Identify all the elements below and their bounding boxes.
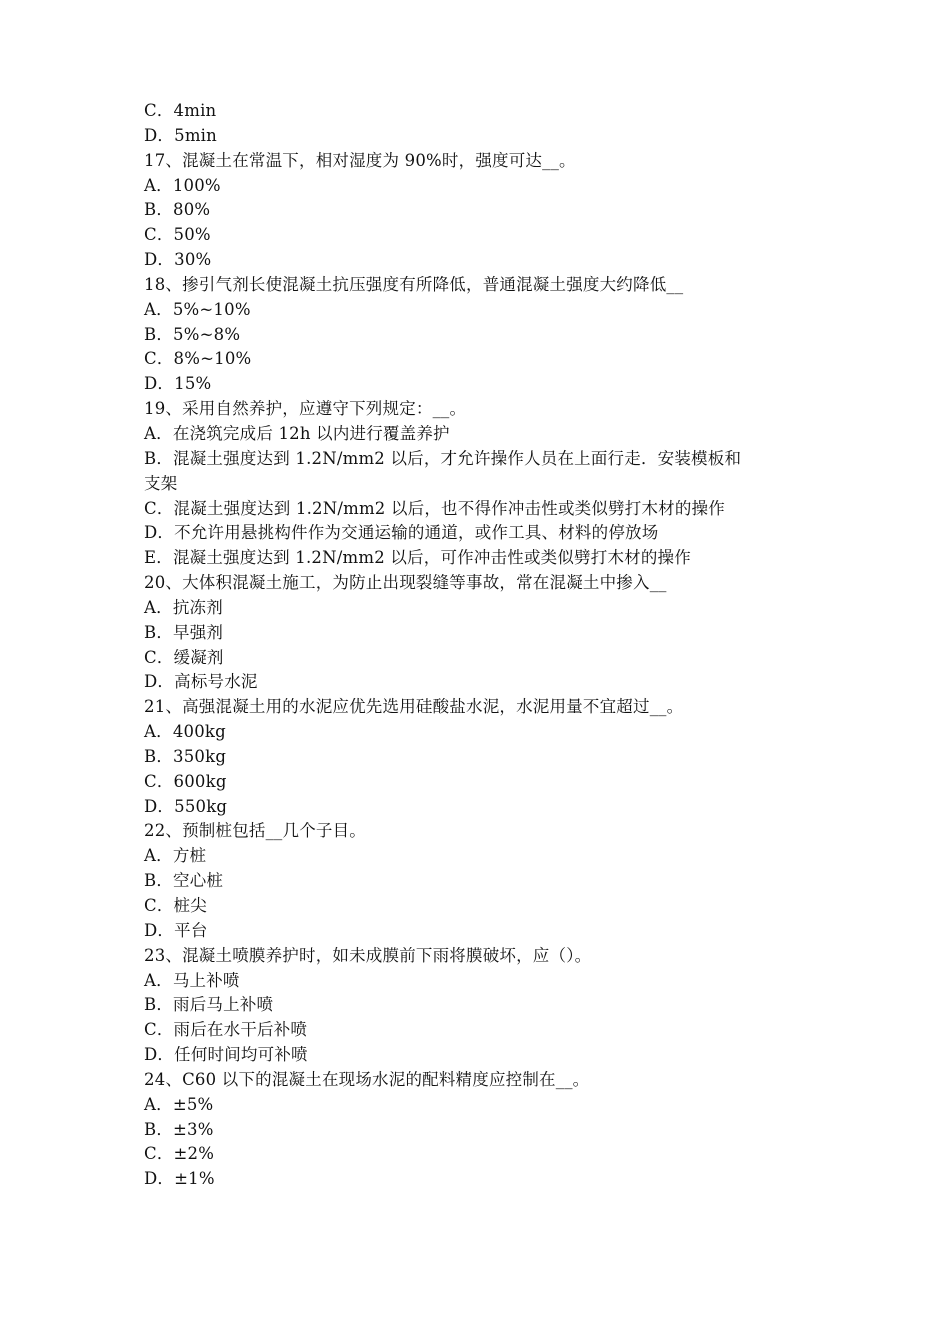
option-line: C．雨后在水干后补喷 <box>144 1020 308 1040</box>
option-line: C．缓凝剂 <box>144 647 224 667</box>
option-line-continued: 支架 <box>144 473 178 493</box>
option-line: D．高标号水泥 <box>144 672 258 692</box>
option-line: A．5%~10% <box>144 299 251 319</box>
question-20: 20、大体积混凝土施工，为防止出现裂缝等事故，常在混凝土中掺入__ <box>144 573 667 593</box>
question-21: 21、高强混凝土用的水泥应优先选用硅酸盐水泥，水泥用量不宜超过__。 <box>144 697 684 717</box>
option-line: A．在浇筑完成后 12h 以内进行覆盖养护 <box>144 423 450 443</box>
option-line: A．抗冻剂 <box>144 597 223 617</box>
option-line: D．30% <box>144 250 212 270</box>
option-line: A．400kg <box>144 722 226 742</box>
option-line: D．550kg <box>144 796 228 816</box>
option-line: D．平台 <box>144 920 208 940</box>
question-24: 24、C60 以下的混凝土在现场水泥的配料精度应控制在__。 <box>144 1069 590 1089</box>
option-line: C．50% <box>144 225 211 245</box>
question-22: 22、预制桩包括__几个子目。 <box>144 821 366 841</box>
option-line: C．混凝土强度达到 1.2N/mm2 以后，也不得作冲击性或类似劈打木材的操作 <box>144 498 725 518</box>
option-line: C．桩尖 <box>144 896 207 915</box>
option-line: B．350kg <box>144 746 227 766</box>
option-line: B．5%~8% <box>144 324 241 344</box>
option-line: E．混凝土强度达到 1.2N/mm2 以后，可作冲击性或类似劈打木材的操作 <box>144 548 691 568</box>
option-line: D．±1% <box>144 1169 215 1189</box>
question-19: 19、采用自然养护，应遵守下列规定：__。 <box>144 399 467 419</box>
option-line: B．早强剂 <box>144 622 224 642</box>
document-body <box>144 99 824 1192</box>
option-line: D．15% <box>144 374 212 394</box>
option-line: B．混凝土强度达到 1.2N/mm2 以后，才允许操作人员在上面行走．安装模板和 <box>144 448 742 468</box>
question-17: 17、混凝土在常温下，相对湿度为 90%时，强度可达__。 <box>144 150 576 170</box>
option-line: A．马上补喷 <box>144 970 240 990</box>
option-line: C．8%~10% <box>144 349 252 369</box>
option-line: A．100% <box>144 175 221 195</box>
question-23: 23、混凝土喷膜养护时，如未成膜前下雨将膜破坏，应（）。 <box>144 945 592 965</box>
option-line: C．±2% <box>144 1144 215 1164</box>
text-line: D．5min <box>144 125 217 145</box>
option-line: B．±3% <box>144 1119 214 1139</box>
option-line: D．不允许用悬挑构件作为交通运输的通道，或作工具、材料的停放场 <box>144 523 659 543</box>
option-line: B．空心桩 <box>144 871 224 891</box>
option-line: C．600kg <box>144 771 227 791</box>
question-18: 18、掺引气剂长使混凝土抗压强度有所降低，普通混凝土强度大约降低__ <box>144 274 684 294</box>
option-line: B．雨后马上补喷 <box>144 995 274 1015</box>
option-line: A．±5% <box>144 1094 214 1114</box>
text-line: C．4min <box>144 101 217 120</box>
option-line: A．方桩 <box>144 846 207 866</box>
option-line: B．80% <box>144 200 211 220</box>
option-line: D．任何时间均可补喷 <box>144 1045 308 1065</box>
